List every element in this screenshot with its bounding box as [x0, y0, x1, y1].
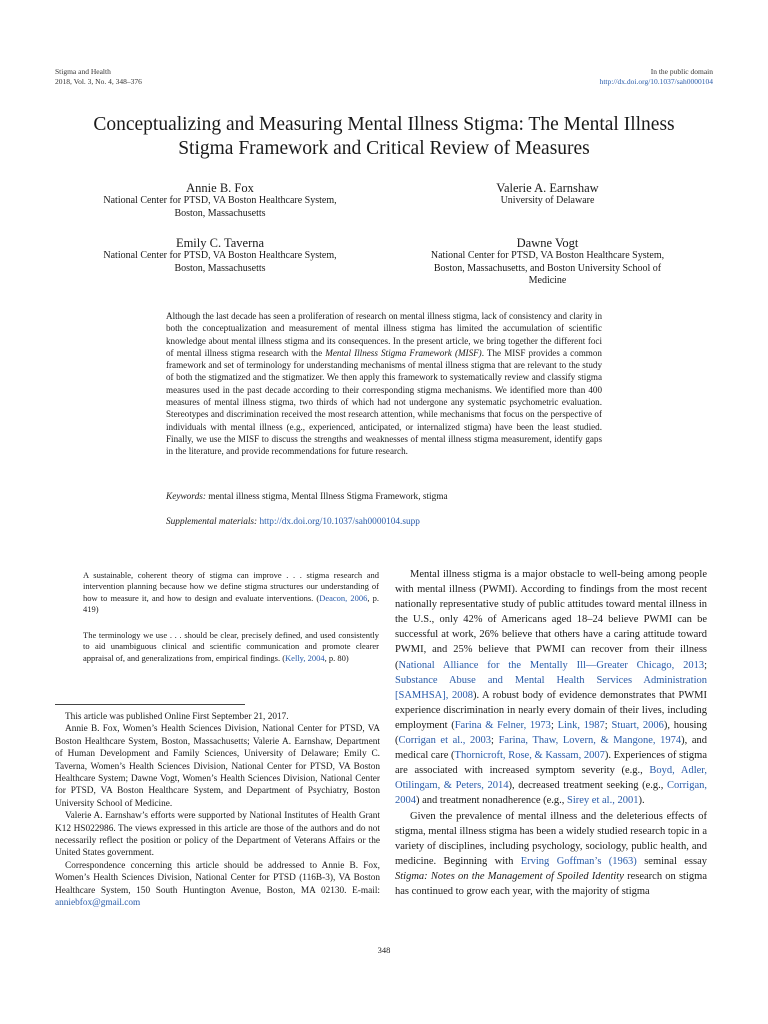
- public-domain-label: In the public domain: [650, 67, 713, 76]
- author-affiliation: [55, 250, 385, 275]
- epigraph-text: , p. 419): [83, 592, 379, 615]
- citation-link[interactable]: Farina, Thaw, Lovern, & Mangone, 1974: [498, 735, 682, 747]
- citation-link[interactable]: Substance Abuse and Mental Health Services Administration [SAMHSA], 2008: [395, 674, 707, 701]
- abstract: [166, 310, 602, 458]
- journal-issue: 2018, Vol. 3, No. 4, 348–376: [55, 76, 142, 86]
- running-header-right: [600, 67, 713, 86]
- page-number: 348: [377, 945, 391, 955]
- epigraph-citation-link[interactable]: Deacon, 2006: [319, 592, 368, 603]
- author-name: Emily C. Taverna: [175, 236, 265, 250]
- body-paragraph: [395, 809, 707, 900]
- body-text-run: ;: [604, 719, 612, 731]
- author-affiliation: [385, 195, 710, 208]
- supplemental-materials: [166, 516, 602, 528]
- author-name: Annie B. Fox: [186, 181, 254, 195]
- author-block: [55, 181, 385, 220]
- author-block: [385, 181, 710, 208]
- footnote-correspondence: [55, 860, 380, 910]
- author-block: [385, 236, 710, 288]
- body-text-run: ). Experiences of stigma are associated with increased symptom severity (e.g.,: [395, 750, 708, 777]
- body-text-run: ). A robust body of evidence demonstrates that PWMI experience discrimination in nearly every domain of their lives, including employment (: [395, 689, 707, 731]
- body-text-run: Given the prevalence of mental illness and the deleterious effects of stigma, mental illness stigma has been a widely studied research topic in a variety of disciplines, including psychology, sociology, public health, and medicine. Beginning with: [395, 810, 707, 867]
- affiliation-line: National Center for PTSD, VA Boston Healthcare System,: [430, 250, 665, 261]
- body-text-run: ), decreased treatment seeking (e.g.,: [508, 780, 668, 792]
- epigraph-text: , p. 80): [324, 652, 349, 663]
- citation-link[interactable]: Thornicroft, Rose, & Kassam, 2007: [454, 750, 605, 762]
- body-text-run: ;: [704, 659, 707, 671]
- citation-link[interactable]: Farina & Felner, 1973: [454, 719, 551, 731]
- footnote-published: This article was published Online First September 21, 2017.: [65, 712, 289, 722]
- affiliation-line: Boston, Massachusetts: [174, 262, 266, 274]
- epigraph-text: A sustainable, coherent theory of stigma can improve . . . stigma research and intervention planning because how we define stigma structures our understanding of how to measure it, and how to design and evaluate interventions. (: [83, 570, 379, 603]
- citation-link[interactable]: Corrigan et al., 2003: [398, 735, 492, 747]
- doi-link[interactable]: http://dx.doi.org/10.1037/sah0000104: [599, 76, 713, 86]
- article-title: [40, 113, 728, 161]
- title-line: Stigma Framework and Critical Review of Measures: [178, 138, 590, 159]
- journal-name: Stigma and Health: [55, 67, 111, 76]
- correspondence-text: Correspondence concerning this article should be addressed to Annie B. Fox, Women’s Health Sciences Division, National Center for PTSD (116B-3), VA Boston Healthcare System, 150 South Huntington Avenue, Boston, MA 02130. E-mail:: [55, 860, 380, 896]
- author-footnotes: [55, 711, 380, 910]
- body-text-run: ).: [638, 795, 645, 807]
- body-text-run: ;: [550, 719, 558, 731]
- affiliation-line: Boston, Massachusetts: [174, 207, 266, 219]
- supplemental-label: Supplemental materials:: [166, 517, 258, 527]
- keywords: [166, 491, 602, 503]
- affiliation-line: University of Delaware: [500, 195, 595, 206]
- citation-link[interactable]: Stuart, 2006: [611, 719, 664, 731]
- citation-link[interactable]: Link, 1987: [557, 719, 605, 731]
- footnote-funding: Valerie A. Earnshaw’s efforts were supported by National Institutes of Health Grant K12 HS022986. The views expressed in this article are those of the authors and do not necessarily reflect the position or policy of the Department of Veterans Affairs or the United States government.: [55, 811, 380, 859]
- author-block: [55, 236, 385, 275]
- affiliation-line: Medicine: [528, 275, 567, 286]
- footnote-affiliations: Annie B. Fox, Women’s Health Sciences Division, National Center for PTSD, VA Boston Healthcare System, Boston, Massachusetts; Valerie A. Earnshaw, Department of Human Development and Family Sciences, University of Delaware; Emily C. Taverna, Women’s Health Sciences Division, National Center for PTSD, VA Boston Healthcare System; Dawne Vogt, Women’s Health Sciences Division, National Center for PTSD, VA Boston Healthcare System, and Department of Psychiatry, Boston University School of Medicine.: [55, 724, 380, 809]
- epigraph-text: The terminology we use . . . should be clear, precisely defined, and used consistently to aid unambiguous clinical and scientific communication and promote clearer appraisal of, and generalizations from, empirical findings. (: [83, 630, 379, 663]
- body-paragraph: [395, 567, 707, 809]
- citation-link[interactable]: Sirey et al., 2001: [567, 795, 639, 807]
- abstract-framework-name: Mental Illness Stigma Framework (MISF): [325, 347, 482, 358]
- title-line: Conceptualizing and Measuring Mental Illness Stigma: The Mental Illness: [93, 114, 675, 135]
- citation-link[interactable]: Boyd, Adler, Otilingam, & Peters, 2014: [395, 765, 707, 792]
- affiliation-line: National Center for PTSD, VA Boston Healthcare System,: [103, 250, 337, 261]
- author-affiliation: [55, 195, 385, 220]
- citation-link[interactable]: Erving Goffman’s (1963): [520, 855, 637, 867]
- keywords-text: mental illness stigma, Mental Illness Stigma Framework, stigma: [208, 492, 448, 502]
- email-link[interactable]: anniebfox@gmail.com: [55, 898, 141, 909]
- running-header-left: [55, 67, 142, 86]
- footnote-rule: [55, 704, 245, 705]
- affiliation-line: National Center for PTSD, VA Boston Healthcare System,: [103, 195, 337, 206]
- author-name: Valerie A. Earnshaw: [496, 181, 599, 195]
- epigraph-citation-link[interactable]: Kelly, 2004: [285, 652, 325, 663]
- epigraph: [83, 630, 379, 664]
- body-text-run: research on stigma has continued to grow each year, with the majority of stigma: [395, 870, 707, 897]
- body-text-run: ), housing (: [395, 719, 707, 747]
- italic-title: Stigma: Notes on the Management of Spoiled Identity: [395, 870, 624, 882]
- body-text: [395, 567, 707, 899]
- citation-link[interactable]: National Alliance for the Mentally Ill—Greater Chicago, 2013: [398, 659, 705, 671]
- epigraph: [83, 570, 379, 616]
- body-text-run: ) and treatment nonadherence (e.g.,: [416, 795, 568, 807]
- body-text-run: ), and medical care (: [395, 735, 707, 762]
- body-text-run: seminal essay: [636, 855, 708, 867]
- body-text-run: Mental illness stigma is a major obstacle to well-being among people with mental illness (PWMI). According to findings from the most recent nationally representative study of public attitudes toward mental illness in the U.S., only 42% of Americans aged 18–24 believe PWMI can be successful at work, 26% believe that others have a caring attitude toward PWMI, and 25% believe that PWMI can recover from their illness (: [395, 569, 707, 671]
- supplemental-link[interactable]: http://dx.doi.org/10.1037/sah0000104.supp: [259, 517, 420, 527]
- abstract-text: Although the last decade has seen a proliferation of research on mental illness stigma, lack of consistency and clarity in both the conceptualization and measurement of mental illness stigma has limited the accumulation of scientific knowledge about mental illness stigma and its consequences. In the present article, we bring together the different foci of mental illness stigma research with the: [166, 311, 602, 358]
- affiliation-line: Boston, Massachusetts, and Boston University School of: [433, 262, 662, 274]
- abstract-text: . The MISF provides a common framework and set of terminology for understanding mechanisms of mental illness stigma that are relevant to the study of both the stigmatized and the stigmatizer. We then apply this framework to systematically review and classify stigma measures used in the past decade according to their corresponding stigma mechanisms. We identified more than 400 measures of mental illness stigma, two thirds of which had not undergone any systematic psychometric evaluation. Stereotypes and discrimination received the most research attention, while mechanisms that focus on the perspective of individuals with mental illness (e.g., experienced, anticipated, or internalized stigma) have been the least studied. Finally, we use the MISF to discuss the strengths and weaknesses of mental illness stigma measurement, identify gaps in the literature, and provide recommendations for future research.: [166, 347, 602, 457]
- body-text-run: ;: [491, 735, 499, 747]
- author-affiliation: [385, 250, 710, 288]
- citation-link[interactable]: Corrigan, 2004: [395, 780, 707, 807]
- keywords-label: Keywords:: [166, 492, 206, 502]
- author-name: Dawne Vogt: [516, 236, 579, 250]
